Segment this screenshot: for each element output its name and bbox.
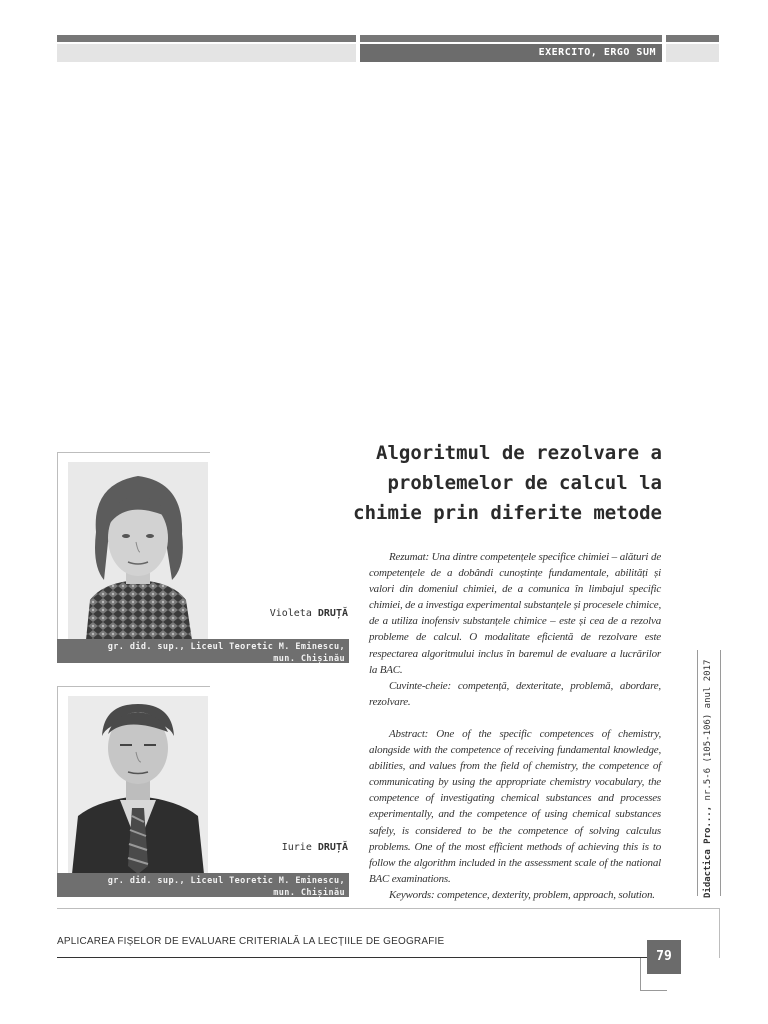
title-line: chimie prin diferite metode xyxy=(353,502,662,524)
journal-issue: nr.5-6 (105-106) xyxy=(703,708,713,806)
keywords-en: Keywords: competence, dexterity, problem, approach, solution. xyxy=(389,888,655,901)
author-photo-violeta xyxy=(68,462,208,640)
author-photo-iurie xyxy=(68,696,208,874)
author-affiliation-violeta: gr. did. sup., Liceul Teoretic M. Eminescu, mun. Chișinău xyxy=(57,639,349,663)
title-line: problemelor de calcul la xyxy=(387,472,662,494)
abstract-ro: Rezumat: Una dintre competențele specifice chimiei – alături de competențele de a dobândi cunoștințe fundamentale, abilități și valori din domeniul chimiei, de a comunica în limbajul specific chimiei, de a investiga experimental substanțele și procesele chimice, de a utiliza inofensiv substanțele chimice – este și cea de a rezolva probleme de calcul. O modalitate eficientă de rezolvare este respectarea algoritmului inclus în baremul de evaluare a lucrărilor la BAC. xyxy=(369,551,661,676)
author-name-iurie: Iurie DRUȚĂ xyxy=(281,842,348,853)
abstract-en: Abstract: One of the specific competences of chemistry, alongside with the competence of receiving fundamental knowledge, abilities, and values from the field of chemistry, the competence of communicating by using the appropriate chemistry vocabulary, the competence of investigating chemical substances and processes experimentally, and the competence of using chemical substances safely, is considered to be the competence of solving calculus problems. One of the most efficient methods of achieving this is to follow the algorithm included in the assessment scale of the national BAC examinations. xyxy=(369,727,661,885)
portrait-man-image xyxy=(68,696,208,874)
running-head: EXERCITO, ERGO SUM xyxy=(360,44,662,62)
journal-name: Didactica Pro..., xyxy=(703,805,713,898)
abstract-column xyxy=(369,549,661,903)
header-bar-top-right xyxy=(666,35,719,42)
page-number: 79 xyxy=(647,940,681,974)
journal-side-text xyxy=(701,652,715,898)
journal-year: anul 2017 xyxy=(703,659,713,709)
footer-section-title: APLICAREA FIȘELOR DE EVALUARE CRITERIALĂ LA LECȚIILE DE GEOGRAFIE xyxy=(57,936,445,947)
footer-divider xyxy=(57,908,719,909)
footer-rule xyxy=(57,957,647,958)
keywords-ro: Cuvinte-cheie: competență, dexteritate, problemă, abordare, rezolvare. xyxy=(369,679,661,708)
title-line: Algoritmul de rezolvare a xyxy=(376,442,662,464)
article-title xyxy=(250,438,662,528)
author-name-violeta: Violeta DRUȚĂ xyxy=(269,608,348,619)
portrait-woman-image xyxy=(68,462,208,640)
footer-divider-vertical xyxy=(719,908,720,958)
author-affiliation-iurie: gr. did. sup., Liceul Teoretic M. Eminescu, mun. Chișinău xyxy=(57,873,349,897)
header-bar-top-left xyxy=(57,35,356,42)
header-bar-top-mid xyxy=(360,35,662,42)
header-bar-low-left xyxy=(57,44,356,62)
header-bar-low-right xyxy=(666,44,719,62)
